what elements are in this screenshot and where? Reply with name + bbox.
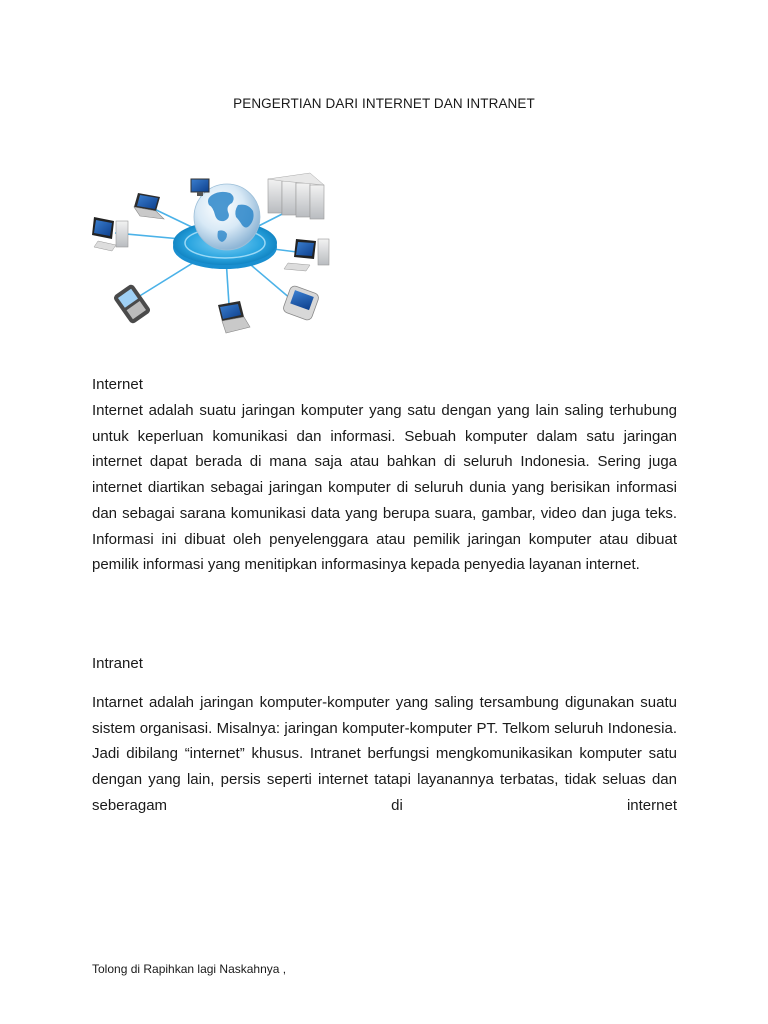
- device-desktop-left: [92, 217, 128, 251]
- device-laptop-top-left: [134, 193, 164, 219]
- internet-heading: Internet: [92, 376, 143, 393]
- device-laptop-bottom: [218, 301, 250, 333]
- intranet-paragraph: Intarnet adalah jaringan komputer-komputer yang saling tersambung digunakan suatu sistem organisasi. Misalnya: jaringan komputer-komputer PT. Telkom seluruh Indonesia. Jadi dibilang “internet” khusus. Intranet berfungsi mengkomunikasikan komputer satu dengan yang lain, persis seperti internet tatapi layanannya terbatas, tidak seluas dan seberagam di internet: [92, 694, 677, 814]
- network-globe-illustration: [90, 165, 335, 360]
- network-illustration-svg: [90, 165, 335, 360]
- device-servers-top-right: [268, 173, 324, 219]
- device-desktop-right: [284, 239, 329, 271]
- intranet-heading: Intranet: [92, 655, 143, 672]
- device-phone-bottom-left: [112, 283, 151, 325]
- document-title: PENGERTIAN DARI INTERNET DAN INTRANET: [233, 96, 535, 111]
- device-pda-bottom-right: [282, 285, 320, 322]
- internet-paragraph: Internet adalah suatu jaringan komputer yang satu dengan yang lain saling terhubung untuk keperluan komunikasi dan informasi. Sebuah komputer dalam satu jaringan internet dapat berada di mana saja atau bahkan di seluruh Indonesia. Sering juga internet diartikan sebagai jaringan komputer di seluruh dunia yang berisikan informasi dan sebagai sarana komunikasi data yang berupa suara, gambar, video dan juga teks. Informasi ini dibuat oleh penyelenggara atau pemilik jaringan komputer atau dibuat pemilik informasi yang menitipkan informasinya kepada penyedia layanan internet.: [92, 402, 677, 574]
- footer-note: Tolong di Rapihkan lagi Naskahnya ,: [92, 962, 287, 976]
